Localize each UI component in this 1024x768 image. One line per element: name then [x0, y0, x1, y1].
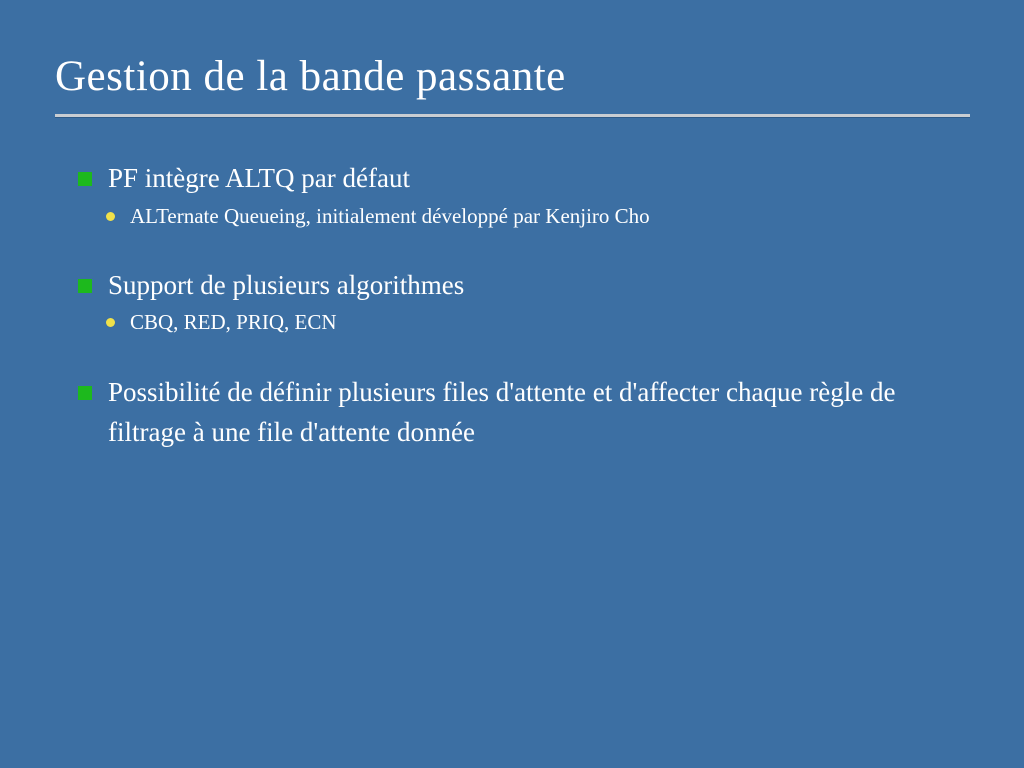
- list-item-level1-label: PF intègre ALTQ par défaut: [108, 163, 410, 193]
- bullet-group: [76, 372, 976, 453]
- group-spacer: [76, 364, 976, 372]
- square-bullet-icon: [78, 386, 92, 400]
- slide-body: [76, 158, 976, 479]
- title-divider: [55, 114, 970, 118]
- square-bullet-icon: [78, 279, 92, 293]
- group-spacer: [76, 257, 976, 265]
- dot-bullet-icon: [106, 318, 115, 327]
- list-item-level1: [76, 265, 976, 306]
- list-item-level1: [76, 372, 976, 453]
- bullet-group: [76, 265, 976, 338]
- page-title: Gestion de la bande passante: [55, 53, 566, 100]
- list-item-level2: [76, 201, 976, 231]
- list-item-level1-label: Support de plusieurs algorithmes: [108, 269, 465, 300]
- list-item-level2-label: CBQ, RED, PRIQ, ECN: [130, 310, 337, 335]
- list-item-level2-label: ALTernate Queueing, initialement développé par Kenjiro Cho: [130, 203, 650, 228]
- square-bullet-icon: [78, 172, 92, 186]
- bullet-group: [76, 158, 976, 231]
- list-item-level1: [76, 158, 976, 199]
- list-item-level1-label: Possibilité de définir plusieurs files d'attente et d'affecter chaque règle de filtrage à une file d'attente donnée: [108, 376, 896, 448]
- dot-bullet-icon: [106, 212, 115, 221]
- list-item-level2: [76, 307, 976, 337]
